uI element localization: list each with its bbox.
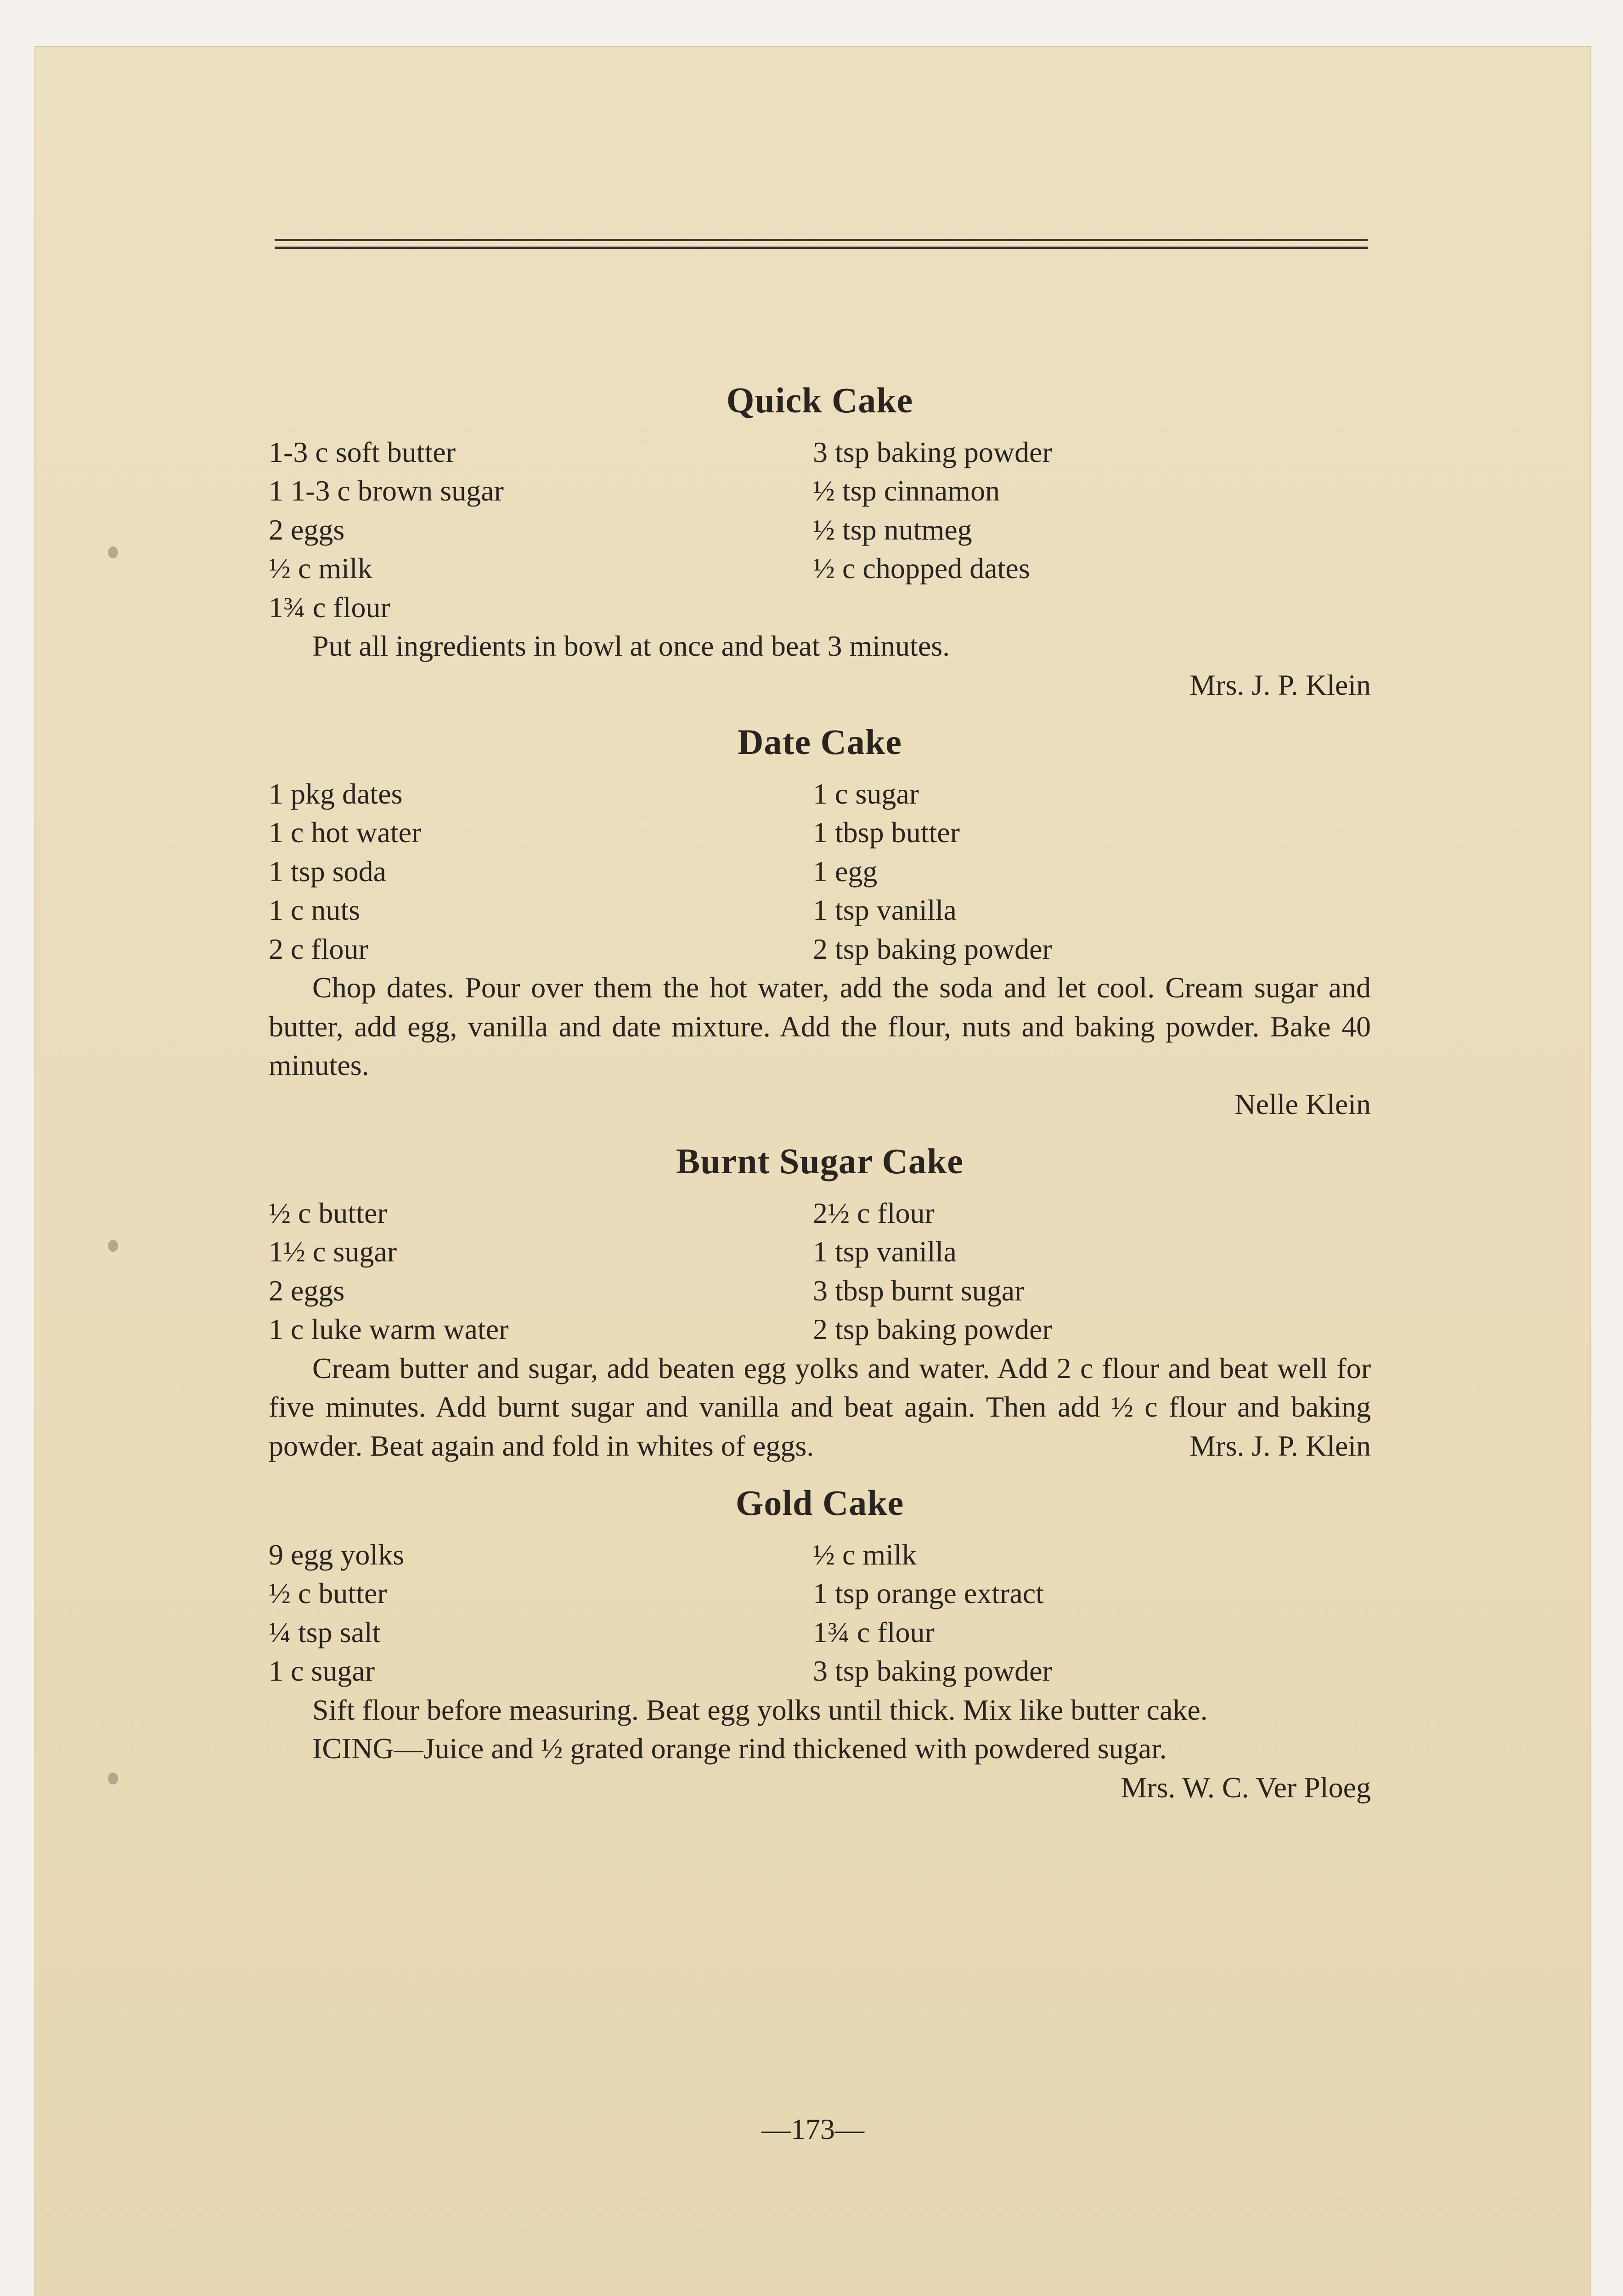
ingredient: 1 tsp orange extract [813, 1577, 1044, 1609]
ingredient: 1 c nuts [269, 894, 361, 926]
ingredient-column-left [269, 433, 813, 627]
ingredient: 2 eggs [269, 513, 345, 546]
ingredient: 1 c sugar [813, 777, 919, 810]
ingredient: 9 egg yolks [269, 1538, 405, 1571]
binding-hole [108, 1773, 118, 1784]
ingredient: ½ tsp cinnamon [813, 474, 1000, 507]
ingredient-column-right [813, 775, 1371, 969]
ingredient: 1 tsp vanilla [813, 894, 957, 926]
header-double-rule [275, 239, 1368, 249]
ingredient: 1 tsp soda [269, 855, 386, 888]
ingredient: 1 c sugar [269, 1654, 375, 1687]
ingredient-list [269, 775, 1371, 969]
ingredient: 1 egg [813, 855, 878, 888]
binding-hole [108, 1240, 118, 1252]
ingredient: ½ c butter [269, 1196, 387, 1229]
ingredient-column-right [813, 1194, 1371, 1349]
ingredient: 2 tsp baking powder [813, 1313, 1052, 1345]
ingredient: 2½ c flour [813, 1196, 935, 1229]
ingredient: 2 c flour [269, 932, 368, 965]
ingredient-column-left [269, 1194, 813, 1349]
ingredient-column-right [813, 433, 1371, 627]
ingredient-list [269, 1194, 1371, 1349]
ingredient: 2 tsp baking powder [813, 932, 1052, 965]
recipe-content [269, 321, 1371, 1807]
ingredient: ½ c milk [269, 552, 372, 585]
recipe-instructions [269, 1349, 1371, 1466]
ingredient-column-right [813, 1536, 1371, 1691]
ingredient: 1 pkg dates [269, 777, 403, 810]
ingredient: 1 1-3 c brown sugar [269, 474, 504, 507]
ingredient-list [269, 433, 1371, 627]
ingredient: 1 c hot water [269, 816, 422, 849]
ingredient-column-left [269, 775, 813, 969]
ingredient-list [269, 1536, 1371, 1691]
ingredient: 1 tsp vanilla [813, 1235, 957, 1268]
ingredient: ¼ tsp salt [269, 1615, 381, 1649]
ingredient: 1½ c sugar [269, 1235, 397, 1268]
ingredient: 1 tbsp butter [813, 816, 960, 849]
ingredient: 1 c luke warm water [269, 1313, 509, 1345]
recipe-title: Gold Cake [735, 1483, 904, 1523]
recipe-title: Quick Cake [726, 380, 913, 420]
recipe-author: Mrs. J. P. Klein [1189, 668, 1371, 701]
ingredient: 1-3 c soft butter [269, 435, 456, 468]
recipe-icing [269, 1729, 1371, 1804]
ingredient: 3 tsp baking powder [813, 1654, 1052, 1687]
recipe-author: Nelle Klein [1234, 1087, 1371, 1120]
ingredient: 2 eggs [269, 1274, 345, 1307]
page-number: —173— [761, 2113, 864, 2145]
ingredient: 1¾ c flour [269, 591, 390, 624]
recipe-author: Mrs. W. C. Ver Ploeg [1121, 1771, 1371, 1804]
ingredient: ½ tsp nutmeg [813, 513, 972, 546]
recipe-title: Burnt Sugar Cake [676, 1141, 964, 1181]
ingredient-column-left [269, 1536, 813, 1691]
recipe-icing-text: ICING—Juice and ½ grated orange rind thickened with powdered sugar. [312, 1732, 1167, 1765]
book-page [34, 46, 1591, 2296]
recipe-author: Mrs. J. P. Klein [1189, 1429, 1371, 1462]
ingredient: ½ c butter [269, 1577, 387, 1609]
ingredient: 1¾ c flour [813, 1615, 935, 1649]
ingredient: ½ c milk [813, 1538, 917, 1571]
recipe-instructions: Put all ingredients in bowl at once and beat 3 minutes. [312, 630, 950, 662]
ingredient: 3 tsp baking powder [813, 435, 1052, 468]
recipe-instructions-text: Cream butter and sugar, add beaten egg yolks and water. Add 2 c flour and beat well for five minutes. Add burnt sugar and vanilla and beat again. Then add ½ c flour and baking powder. Beat again and fold in whites of eggs. [269, 1351, 1371, 1462]
binding-hole [108, 546, 118, 558]
recipe-title: Date Cake [738, 722, 902, 762]
ingredient: ½ c chopped dates [813, 552, 1030, 585]
ingredient: 3 tbsp burnt sugar [813, 1274, 1025, 1307]
recipe-instructions: Chop dates. Pour over them the hot water, add the soda and let cool. Cream sugar and butter, add egg, vanilla and date mixture. Add the flour, nuts and baking powder. Bake 40 minutes. [269, 971, 1371, 1081]
recipe-instructions: Sift flour before measuring. Beat egg yolks until thick. Mix like butter cake. [312, 1693, 1208, 1726]
